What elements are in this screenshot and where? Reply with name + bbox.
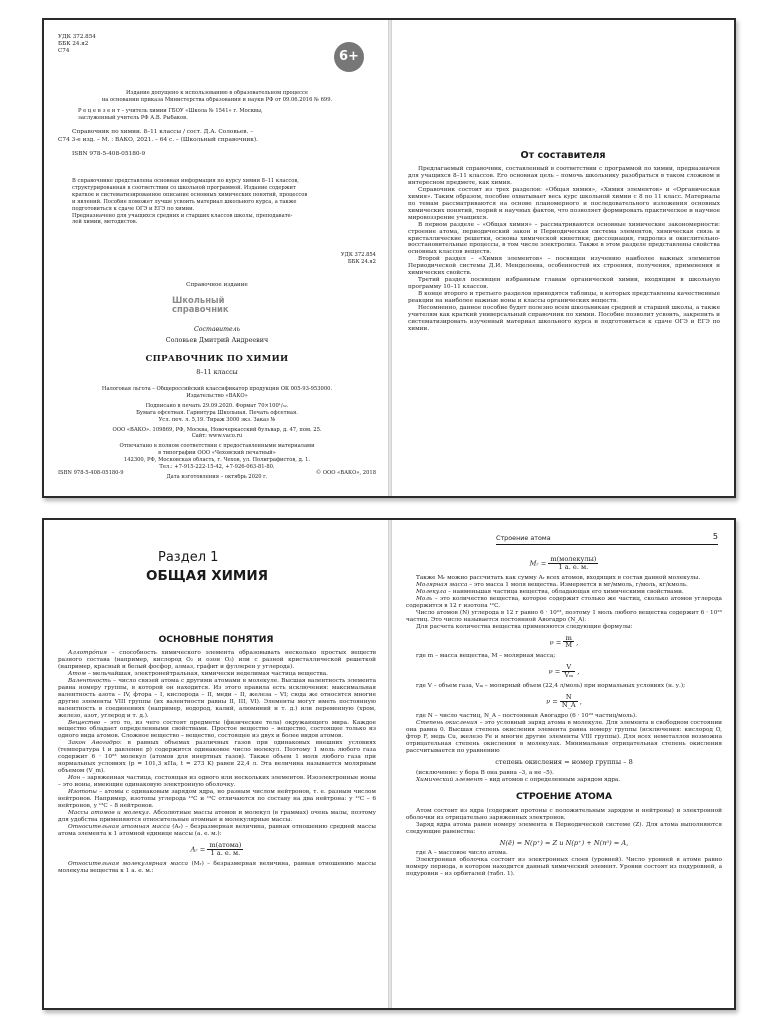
definition-paragraph — [58, 810, 376, 824]
body-paragraph: Электронная оболочка состоит из электронных слоев (уровней). Число уровней в атоме равно номеру периода, в котором находится данный химический элемент. Уровни состоят из подуровней, а подуровни – из орбиталей (табл. 1). — [406, 857, 722, 878]
formula-lhs: Aᵣ = — [190, 845, 208, 854]
section-page — [44, 520, 388, 1008]
tech-line: Тел.: +7-915-222-15-42, +7-926-063-81-80. — [159, 464, 275, 471]
amount-by-volume-formula — [406, 664, 722, 679]
term: Валентность — [68, 677, 112, 684]
definition-text: – мельчайшая, электронейтральная, химически неделимая частица вещества. — [86, 670, 329, 677]
annotation-line: Предназначено для учащихся средних и старших классов школы, преподавате- — [72, 212, 293, 219]
formula-fraction — [562, 664, 575, 679]
formula-fraction — [563, 635, 574, 650]
book-grades: 8–11 классы — [196, 368, 238, 376]
term: Молярная масса — [416, 581, 468, 588]
section-number: Раздел 1 — [158, 550, 219, 565]
annotation-line: структурированная в соответствии со школьной программой. Издание содержит — [72, 184, 296, 191]
definition-text: – атомы с одинаковым зарядом ядра, но разным числом нейтронов, т. е. разным числом нейтронов. Например, изотопы углерода ¹²C и ¹³C отличаются по составу на два нейтрона: у ¹²C – 6 нейтронов, у ¹³C – 8 нейтронов. — [58, 789, 376, 809]
amount-by-mass-formula — [406, 635, 722, 650]
body-paragraph: Атом состоит из ядра (содержит протоны с положительным зарядом и нейтроны) и электронной оболочки из отрицательно заряженных электронов. — [406, 807, 722, 821]
tech-line: Налоговая льгота – Общероссийский классификатор продукции ОК 005-93-953000. — [101, 386, 333, 392]
preface-paragraph: В конце второго и третьего разделов приводятся таблицы, в которых представлены качественные реакции на наиболее важные ионы и классы органических веществ. — [408, 291, 720, 305]
running-head-title: Строение атома — [496, 534, 551, 542]
term: Ион — [68, 775, 81, 782]
annotation — [58, 178, 388, 226]
compiler-name: Соловьев Дмитрий Андреевич — [165, 336, 269, 344]
preface-title: От составителя — [520, 150, 606, 161]
compiler-role: Составитель — [194, 326, 240, 333]
definition-text: (Aᵣ) – безразмерная величина, равная отношению средней массы атома элемента к 1 атомной единице массы (а. е. м.): — [58, 823, 376, 837]
definition-paragraph — [58, 789, 376, 810]
relative-atomic-mass-formula — [58, 842, 376, 857]
definition-text: . Абсолютные массы атомов и молекул (в граммах) очень малы, поэтому для удобства применяются относительные атомные и молекулярные массы. — [58, 809, 376, 823]
tech-line: Издательство «ВАКО» — [186, 392, 248, 399]
section-title: ОБЩАЯ ХИМИЯ — [146, 568, 269, 584]
nucleus-equality-formula: N(ē) = N(p⁺) = Z и N(p⁺) + N(n⁰) = A, — [499, 838, 629, 847]
definition-paragraph — [406, 777, 722, 784]
udk-bbk-right — [58, 252, 376, 266]
body-paragraph: Также Mᵣ можно рассчитать как сумму Aᵣ всех атомов, входящих в состав данной молекулы. — [416, 574, 701, 581]
tech-line: в типографии ООО «Чеховский печатный» — [158, 450, 276, 457]
catalog-line: Справочник по химии. 8–11 классы / сост. Д.А. Соловьев. – — [72, 129, 254, 135]
fraction-numerator: V — [562, 664, 575, 672]
term: Химический элемент — [416, 776, 483, 783]
udk-block — [58, 34, 376, 55]
term: Относительная атомная масса — [68, 823, 170, 830]
fraction-denominator: N_A — [561, 701, 576, 710]
fraction-numerator: m(атома) — [209, 840, 242, 849]
tech-line: Усл. печ. л. 5,19. Тираж 3000 экз. Заказ № — [158, 416, 276, 423]
section-body — [58, 650, 376, 875]
preface-paragraph: Справочник состоит из трех разделов: «Общая химия», «Химия элементов» и «Органическая химия». Таким образом, пособие охватывает весь курс школьной химии с 8 по 11 класс. Материалы по темам рассматриваются на основе планомерного и последовательного изложения основных химических понятий, теорий и научных фактов, что позволяет формировать практическое и научное мировоззрение учащихся. — [408, 186, 720, 221]
isbn-footer: ISBN 978-5-408-05180-9 — [58, 470, 124, 476]
fraction-numerator: N — [560, 694, 578, 702]
definition-text: – это количество вещества, которое содержит столько же частиц, сколько атомов углерода содержится в 12 г изотопа ¹²C. — [406, 595, 722, 609]
oxidation-state-formula: степень окисления = номер группы – 8 — [495, 757, 633, 766]
definition-paragraph — [58, 678, 376, 720]
term: Изотопы — [68, 789, 97, 796]
term: Молекула — [416, 588, 447, 595]
definition-text: – это то, из чего состоят предметы (физические тела) окружающего мира. Каждое вещество обладает определенными свойствами. Простое вещество – вещество, состоящее только из одного вида атомов. Сложное вещество – вещество, состоящее из двух и более видов атомов. — [58, 719, 376, 740]
tech-line: Сайт: www.vaco.ru — [191, 433, 243, 440]
fraction-denominator: Vₘ — [564, 671, 574, 680]
udk-line: УДК 372.854 — [58, 34, 96, 40]
body-paragraph: Заряд ядра атома равен номеру элемента в Периодической системе (Z). Для атома выполняются следующие равенства: — [406, 821, 722, 835]
catalog-isbn: ISBN 978-5-408-05180-9 — [72, 151, 146, 157]
bbk-right-line: ББК 24.я2 — [347, 258, 376, 265]
preface-paragraph: В первом разделе – «Общая химия» – рассматриваются основные химические закономерности: строение атома, периодический закон и Периодическая система элементов, химическая связь и кристаллические решетки, основы химической кинетики; диссоциация, гидролиз и окислительно-восстановительные процессы, в том числе электролиз. Также в этом разделе представлены свойства основных классов веществ. — [408, 221, 720, 256]
body-paragraph: (исключение: у бора B она равна –3, а не –5). — [416, 769, 554, 776]
copyright: © ООО «ВАКО», 2018 — [315, 470, 376, 476]
body-paragraph: где A – массовое число атома. — [416, 850, 508, 857]
author-mark-line: С74 — [58, 48, 70, 54]
definition-paragraph — [406, 596, 722, 610]
udk-right-line: УДК 372.854 — [340, 252, 376, 258]
imprint-footer — [58, 470, 376, 476]
definition-text: – способность химического элемента образовывать несколько простых веществ разного состава (например, кислород O₂ и озон O₃) или с разной кристаллической решеткой (например, красный и белый фосфор, алмаз, графит и фуллерен у углерода). — [58, 650, 376, 670]
relative-molecular-mass-formula — [406, 556, 722, 571]
term: Степень окисления — [416, 720, 478, 727]
tech-line: Подписано в печать 29.09.2020. Формат 70×100¹/₃₂. — [145, 402, 289, 409]
running-head — [496, 534, 718, 545]
formula-lhs: ν = — [549, 637, 564, 646]
imprint-page — [44, 20, 388, 496]
preface-paragraph: Третий раздел посвящен избранным главам органической химии, входящим в школьную программу 10–11 классов. — [408, 277, 720, 291]
catalog-entry — [58, 128, 388, 158]
logo-line: справочник — [172, 304, 229, 314]
reviewer-line: Р е ц е н з е н т – учитель химии ГБОУ «Школа № 1541» г. Москвы, — [78, 108, 263, 114]
definition-text: (Mᵣ) – безразмерная величина, равная отношению массы молекулы вещества к 1 а. е. м.: — [58, 860, 376, 874]
book-title: СПРАВОЧНИК ПО ХИМИИ — [145, 354, 289, 364]
annotation-line: и явлений. Пособие поможет лучше усвоить материал школьного курса, а также — [72, 198, 297, 205]
tech-line: Отпечатано в полном соответствии с предоставленными материалами — [119, 443, 315, 450]
edition-type: Справочное издание — [186, 282, 248, 288]
annotation-line: подготовиться к сдаче ОГЭ и ЕГЭ по химии. — [72, 205, 195, 212]
preface-paragraph: Предлагаемый справочник, составленный в соответствии с программой по химии, предназначен для учащихся 8–11 классов. Его основная цель – помочь школьнику разобраться в таком сложном и интересном предмете, как химия. — [408, 166, 720, 186]
catalog-line: С74 3-е изд. – М. : ВАКО, 2021. – 64 с. – (Школьный справочник). — [58, 137, 258, 143]
body-paragraph: где V – объем газа, Vₘ – молярный объем (22,4 л/моль) при нормальных условиях (н. у.); — [416, 683, 686, 690]
fraction-denominator: M — [565, 641, 573, 650]
annotation-line: В справочнике представлена основная информация по курсу химии 8–11 классов, — [72, 178, 299, 184]
allowed-note — [58, 90, 376, 104]
formula-lhs: Mᵣ = — [529, 559, 549, 568]
formula-lhs: ν = — [548, 667, 563, 676]
preface-body — [408, 166, 720, 333]
logo-line: Школьный — [172, 295, 225, 305]
definition-paragraph — [58, 861, 376, 875]
term: Аллотро́пия — [68, 650, 107, 656]
term: Атом — [68, 670, 87, 677]
age-rating-badge: 6+ — [334, 42, 364, 72]
tech-line: 142300, РФ, Московская область, г. Чехов, ул. Полиграфистов, д. 1. — [123, 457, 311, 464]
tech-line: Дата изготовления – октябрь 2020 г. — [166, 473, 268, 480]
definition-paragraph — [58, 824, 376, 838]
body-paragraph: где m – масса вещества, M – молярная масса; — [416, 653, 556, 660]
preface-page — [392, 20, 734, 496]
fraction-numerator: m(молекулы) — [550, 555, 597, 563]
formula-end: , — [579, 697, 582, 706]
allowed-line: Издание допущено к использованию в образовательном процессе — [126, 90, 308, 96]
term: Моль — [416, 595, 433, 602]
definition-paragraph — [58, 650, 376, 671]
atom-structure-title: СТРОЕНИЕ АТОМА — [515, 790, 613, 802]
fraction-numerator: m — [563, 635, 574, 643]
reviewer-line: заслуженный учитель РФ А.В. Рыбаков. — [78, 114, 188, 121]
preface-paragraph: Несомненно, данное пособие будет полезно всем школьникам средней и старшей школы, а также учителям как краткий универсальный справочник по химии. Пособие позволит усвоить, закрепить и систематизировать изученный материал школьного курса и подготовиться к сдаче ОГЭ и ЕГЭ по химии. — [408, 305, 720, 332]
definition-paragraph — [406, 589, 722, 596]
term: Вещество — [68, 719, 101, 726]
formula-lhs: ν = — [546, 697, 560, 706]
definition-text: – заряженная частица, состоящая из одного или нескольких элементов. Изоэлектронные ионы – это ионы, имеющие одинаковую электронную оболочку. — [58, 775, 376, 789]
definition-text: – это условный заряд атома в молекуле. Для элемента в свободном состоянии она равна 0. Высшая степень окисления элемента равна номеру группы (исключения: кислород O, фтор F, медь Cu, железо Fe и многие другие элементы VIII группы). Для всех неметаллов возможна отрицательная степень окисления в молекулах. Минимальная отрицательная степень окисления рассчитывается по уравнению — [406, 720, 722, 754]
allowed-line: на основании приказа Министерства образования и науки РФ от 09.06.2016 № 699. — [101, 96, 333, 103]
body-paragraph: Для расчета количества вещества применяются следующие формулы: — [416, 623, 633, 630]
preface-paragraph: Второй раздел – «Химия элементов» – посвящен изучению наиболее важных элементов Периодической системы Д.И. Менделеева, особенностей их строения, получения, применения и химических свойств. — [408, 256, 720, 277]
definition-paragraph — [58, 740, 376, 775]
formula-end: , — [577, 667, 580, 676]
definition-text: – число связей атома с другими атомами в молекуле. Высшая валентность элемента равна номеру группы, в которой он находится. Из этого правила есть исключения: максимальная валентность азота – IV, фтора – I, кислорода – II, меди – II, железа – VI; сюда же относятся многие другие элементы VIII группы (их валентности равны II, III, VI). Элементы могут иметь постоянную валентность в соединениях (например, водород, калий, алюминий и т. д.) или переменную (хром, железо, азот, углерод и т. д.). — [58, 677, 376, 719]
fraction-denominator: 1 а. е. м. — [558, 562, 589, 571]
book-spread-imprint — [42, 18, 736, 498]
definition-text: : в равных объемах различных газов при одинаковых внешних условиях (температура t и давление p) содержится одинаковое число молекул. Поэтому 1 моль любого газа содержит 6 · 10²³ молекул (атомов для инертных газов). Также объем 1 моля любого газа при нормальных условиях (p = 101,3 кПа, t = 273 K) равен 22,4 л. Эта величина называется молярным объемом (V_m). — [58, 740, 376, 775]
term: Закон Авогадро — [68, 740, 120, 747]
body-paragraph: Число атомов (N) углерода в 12 г равно 6 · 10²³, поэтому 1 моль любого вещества содержит 6 · 10²³ частиц. Это число называется постоянной Авогадро (N_A). — [406, 609, 722, 623]
subsection-title: ОСНОВНЫЕ ПОНЯТИЯ — [158, 634, 274, 645]
page-number: 5 — [712, 532, 718, 541]
definition-paragraph — [58, 720, 376, 741]
school-reference-logo — [172, 296, 262, 320]
definition-paragraph — [58, 775, 376, 789]
tech-line: Бумага офсетная. Гарнитура Школьная. Печать офсетная. — [136, 409, 298, 416]
atom-page — [392, 520, 734, 1008]
formula-fraction — [548, 556, 598, 571]
book-spread-chapter — [42, 518, 736, 1010]
atom-body — [406, 552, 722, 878]
amount-by-particles-formula — [406, 694, 722, 709]
definition-text: – наименьшая частица вещества, обладающая его химическими свойствами. — [446, 588, 684, 595]
annotation-line: лей химии, методистов. — [72, 219, 138, 226]
tech-line: ООО «ВАКО». 109869, РФ, Москва, Новочеркасский бульвар, д. 47, пом. 25. — [112, 426, 322, 433]
definition-paragraph — [406, 582, 722, 589]
formula-end: , — [576, 637, 579, 646]
definition-paragraph — [406, 720, 722, 755]
bbk-line: ББК 24.я2 — [58, 41, 89, 47]
formula-fraction — [207, 842, 243, 857]
fraction-denominator: 1 а. е. м. — [210, 848, 241, 857]
term: Массы атомов и молекул — [68, 809, 149, 816]
definition-text: – вид атомов с определенным зарядом ядра. — [482, 776, 621, 783]
definition-text: – это масса 1 моля вещества. Измеряется в мг/ммоль, г/моль, кг/кмоль. — [467, 581, 688, 588]
technical-data — [58, 386, 376, 481]
body-paragraph: где N – число частиц, N_A – постоянная Авогадро (6 · 10²³ частиц/моль). — [416, 713, 637, 720]
annotation-line: краткое и систематизированное описание основных химических понятий, процессов — [72, 191, 308, 198]
definition-paragraph — [58, 671, 376, 678]
formula-fraction — [560, 694, 578, 709]
reviewer-note — [58, 108, 388, 122]
term: Относительная молекулярная масса — [68, 860, 189, 867]
